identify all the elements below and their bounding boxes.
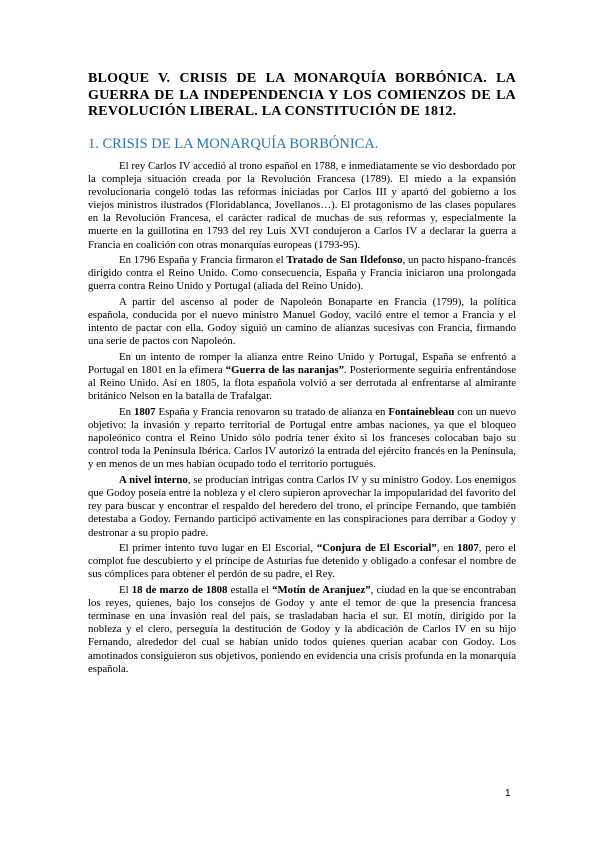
bold-term: 1807 (133, 406, 156, 419)
paragraph-2: En 1796 España y Francia firmaron el Tratado de San Ildefonso, un pacto hispano-francés dirigido contra el Reino Unido. Como consecuencia, España y Francia iniciaron una prolongada guerra contra Reino Unido y Portugal (aliada del Reino Unido). (88, 254, 517, 293)
page-number: 1 (505, 788, 511, 799)
paragraph-5: En 1807 España y Francia renovaron su tratado de alianza en Fontainebleau con un nuevo objetivo: la invasión y reparto territorial de Portugal entre ambas naciones, ya que el bloqueo napoleónico contra el Reino Unido sólo podría tener éxito si los franceses colocaban bajo su control toda la Península Ibérica. Carlos IV autorizó la entrada del ejército francés en la Península, y en menos de un mes habían ocupado todo el territorio portugués. (88, 406, 516, 471)
bold-term: A nivel interno (119, 474, 188, 487)
bold-term: “Guerra de las naranjas” (225, 364, 345, 377)
paragraph-3: A partir del ascenso al poder de Napoleón Bonaparte en Francia (1799), la política española, conducida por el nuevo ministro Manuel Godoy, vaciló entre el temor a Francia y el intento de pactar con ella. Godoy siguió un camino de alianzas sucesivas con Francia, firmando una serie de pactos con Napoleón. (88, 296, 516, 348)
section-heading: 1. CRISIS DE LA MONARQUÍA BORBÓNICA. (88, 136, 379, 152)
bold-term: “Motín de Aranjuez” (272, 584, 371, 597)
paragraph-4: En un intento de romper la alianza entre Reino Unido y Portugal, España se enfrentó a Portugal en 1801 en la efímera “Guerra de las naranjas”. Posteriormente seguiría enfrentándose al Reino Unido. Así en 1805, la flota española volvió a ser derrotada al enfrentarse al almirante británico Nelson en la batalla de Trafalgar. (88, 351, 516, 403)
bold-term: 1807 (457, 542, 479, 555)
paragraph-7: El primer intento tuvo lugar en El Escorial, “Conjura de El Escorial”, en 1807, pero el complot fue descubierto y el príncipe de Asturias fue detenido y obligado a confesar el nombre de sus cómplices para obtener el perdón de su padre, el Rey. (88, 542, 516, 581)
bold-term: Tratado de San Ildefonso (286, 254, 403, 267)
bold-term: 18 de marzo de 1808 (131, 584, 228, 597)
paragraph-8: El 18 de marzo de 1808 estalla el “Motín de Aranjuez”, ciudad en la que se encontraban los reyes, quienes, bajo los consejos de Godoy y ante el temor de que la presencia francesa terminase en una invasión real del país, se trasladaban hacia el sur. El motín, dirigido por la nobleza y el clero, perseguía la destitución de Godoy y la abdicación de Carlos IV en su hijo Fernando, alrededor del cual se habían unido todos quienes querían acabar con Godoy. Los amotinados consiguieron sus objetivos, poniendo en evidencia una crisis profunda en la monarquía española. (88, 584, 517, 675)
paragraph-6: A nivel interno, se producían intrigas contra Carlos IV y su ministro Godoy. Los enemigos que Godoy poseía entre la nobleza y el clero supieron aprovechar la impopularidad del favorito del rey para buscar y encontrar el respaldo del heredero del trono, el príncipe Fernando, que también detestaba a Godoy. Fernando participó activamente en las conspiraciones para derribar a Godoy y destronar a su propio padre. (88, 474, 516, 539)
bold-term: “Conjura de El Escorial” (316, 542, 437, 555)
paragraph-1: El rey Carlos IV accedió al trono español en 1788, e inmediatamente se vio desbordado por la compleja situación creada por la Revolución Francesa (1789). El miedo a la expansión revolucionaria congeló todas las reformas iniciadas por Carlos III y apartó del gobierno a los viejos ministros ilustrados (Floridablanca, Jovellanos…). El protagonismo de las clases populares en la Revolución Francesa, el carácter radical de muchas de sus reformas y, especialmente la muerte en la guillotina en 1793 del rey Luis XVI condujeron a Carlos IV a declarar la guerra a Francia en coalición con otras monarquías europeas (1793-95). (88, 160, 516, 251)
document-title: BLOQUE V. CRISIS DE LA MONARQUÍA BORBÓNICA. LA GUERRA DE LA INDEPENDENCIA Y LOS COMIENZOS DE LA REVOLUCIÓN LIBERAL. LA CONSTITUCIÓN DE 1812. (88, 71, 516, 119)
document-body (88, 160, 516, 678)
bold-term: Fontainebleau (388, 406, 455, 419)
